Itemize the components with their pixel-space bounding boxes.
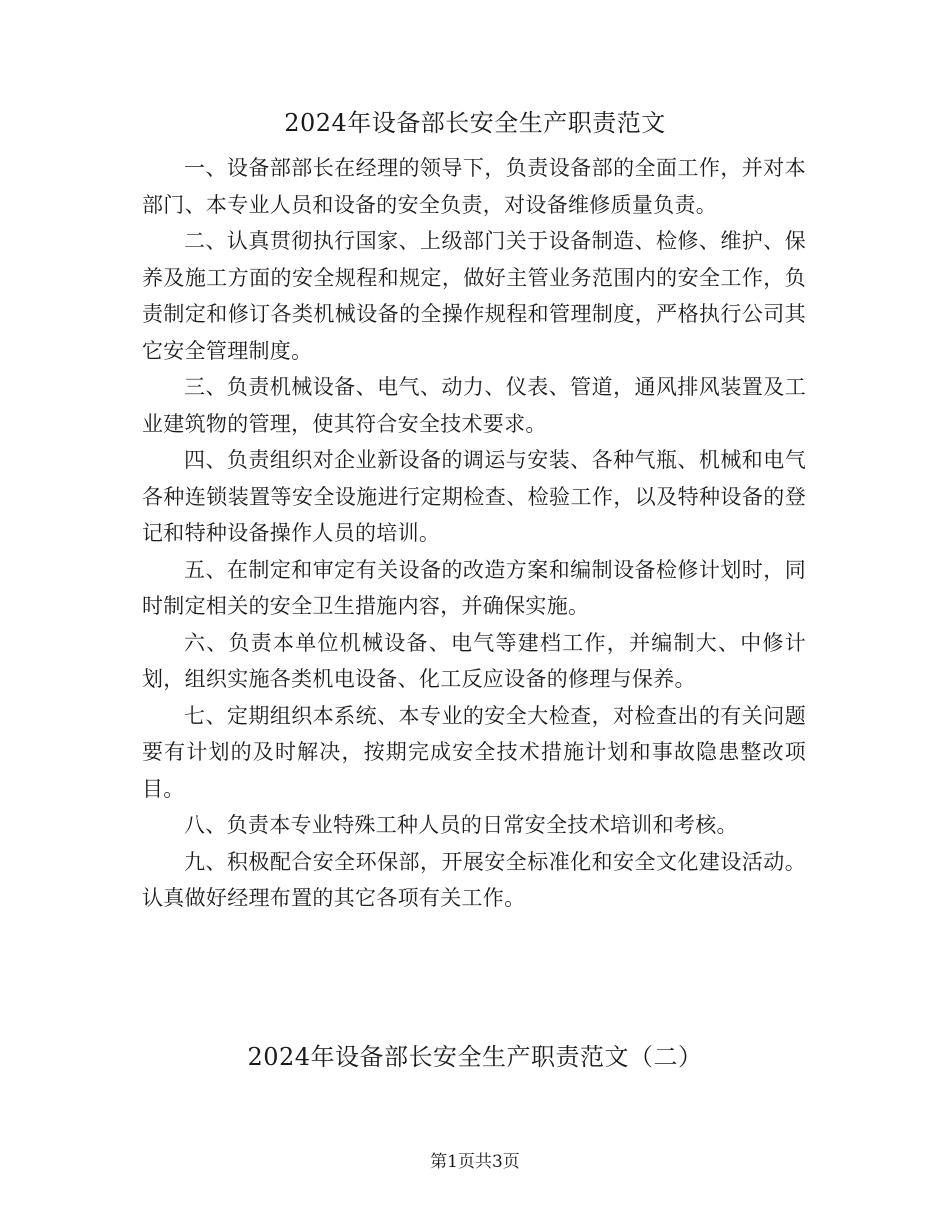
page-footer: 第1页共3页 (430, 1152, 520, 1172)
paragraph-6: 六、负责本单位机械设备、电气等建档工作，并编制大、中修计划，组织实施各类机电设备、化工反应设备的修理与保养。 (142, 630, 806, 691)
paragraph-2: 二、认真贯彻执行国家、上级部门关于设备制造、检修、维护、保养及施工方面的安全规程和规定，做好主管业务范围内的安全工作，负责制定和修订各类机械设备的全操作规程和管理制度，严格执行公司其它安全管理制度。 (142, 229, 806, 363)
paragraph-3: 三、负责机械设备、电气、动力、仪表、管道，通风排风装置及工业建筑物的管理，使其符合安全技术要求。 (142, 375, 806, 436)
paragraph-4: 四、负责组织对企业新设备的调运与安装、各种气瓶、机械和电气各种连锁装置等安全设施进行定期检查、检验工作，以及特种设备的登记和特种设备操作人员的培训。 (142, 448, 806, 545)
paragraph-7: 七、定期组织本系统、本专业的安全大检查，对检查出的有关问题要有计划的及时解决，按期完成安全技术措施计划和事故隐患整改项目。 (142, 703, 806, 801)
second-section-title: 2024年设备部长安全生产职责范文（二） (247, 1043, 703, 1071)
document-body (142, 150, 806, 917)
document-title: 2024年设备部长安全生产职责范文 (284, 109, 666, 137)
paragraph-8: 八、负责本专业特殊工种人员的日常安全技术培训和考核。 (184, 813, 738, 837)
paragraph-9: 九、积极配合安全环保部，开展安全标准化和安全文化建设活动。认真做好经理布置的其它各项有关工作。 (142, 849, 806, 910)
paragraph-5: 五、在制定和审定有关设备的改造方案和编制设备检修计划时，同时制定相关的安全卫生措施内容，并确保实施。 (142, 557, 806, 618)
paragraph-1: 一、设备部部长在经理的领导下，负责设备部的全面工作，并对本部门、本专业人员和设备的安全负责，对设备维修质量负责。 (142, 156, 806, 217)
